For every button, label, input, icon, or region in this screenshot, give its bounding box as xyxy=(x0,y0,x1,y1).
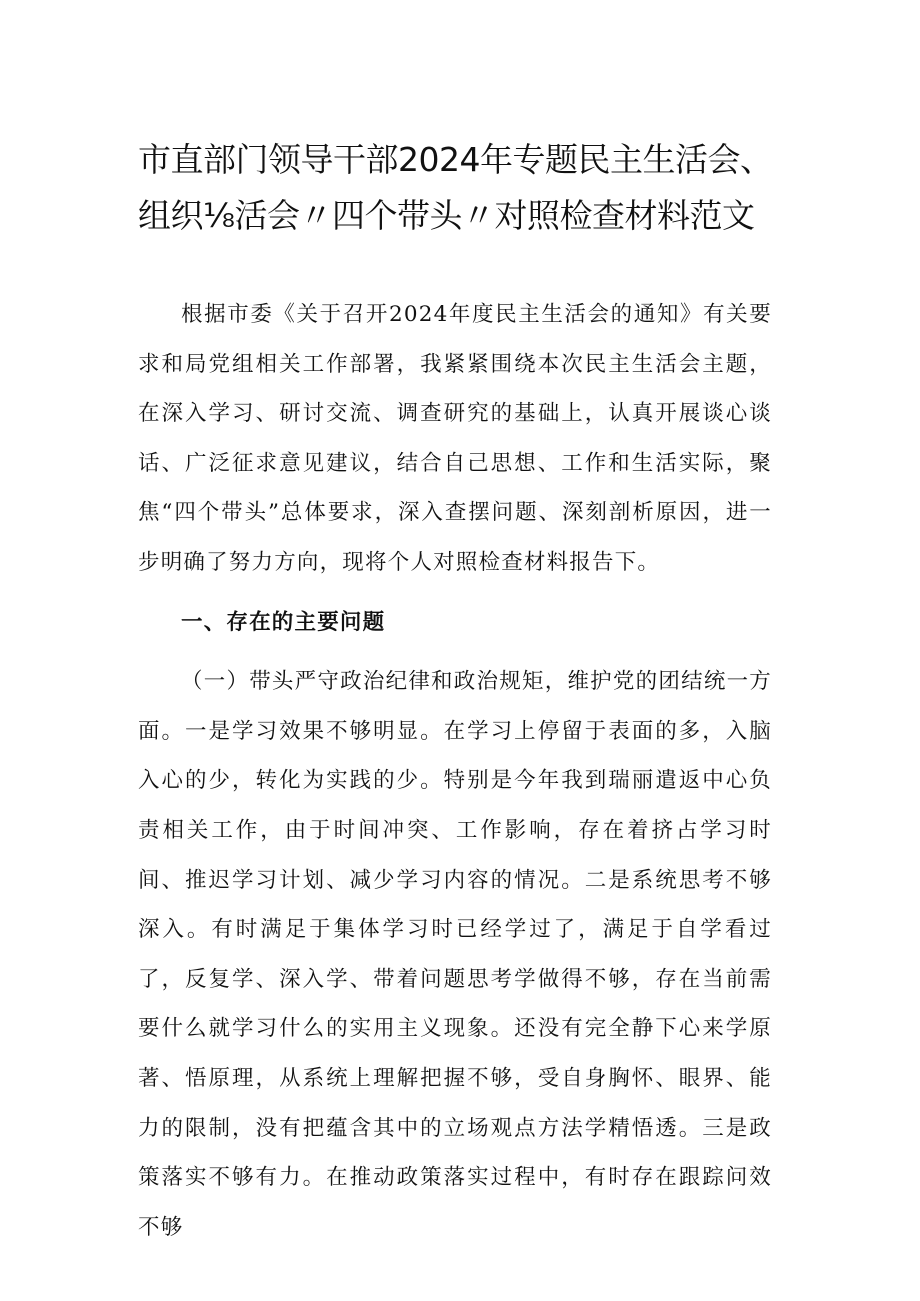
section-heading: 一、存在的主要问题 xyxy=(181,609,386,635)
document-title-line2: 组织⅛活会〃四个带头〃对照检查材料范文 xyxy=(138,196,755,235)
intro-paragraph: 根据市委《关于召开2024年度民主生活会的通知》有关要求和局党组相关工作部署，我紧紧围绕本次民主生活会主题，在深入学习、研讨交流、调查研究的基础上，认真开展谈心谈话、广泛征求意见建议，结合自己思想、工作和生活实际，聚焦“四个带头”总体要求，深入查摆问题、深刻剖析原因，进一步明确了努力方向，现将个人对照检查材料报告下。 xyxy=(138,302,772,575)
document-body xyxy=(138,290,772,1252)
document-title-line1: 市直部门领导干部2024年专题民主生活会、 xyxy=(138,140,773,179)
section-paragraph: （一）带头严守政治纪律和政治规矩，维护党的团结统一方面。一是学习效果不够明显。在学习上停留于表面的多，入脑入心的少，转化为实践的少。特别是今年我到瑞丽遣返中心负责相关工作，由于时间冲突、工作影响，存在着挤占学习时间、推迟学习计划、减少学习内容的情况。二是系统思考不够深入。有时满足于集体学习时已经学过了，满足于自学看过了，反复学、深入学、带着问题思考学做得不够，存在当前需要什么就学习什么的实用主义现象。还没有完全静下心来学原著、悟原理，从系统上理解把握不够，受自身胸怀、眼界、能力的限制，没有把蕴含其中的立场观点方法学精悟透。三是政策落实不够有力。在推动政策落实过程中，有时存在跟踪问效不够 xyxy=(138,669,772,1240)
